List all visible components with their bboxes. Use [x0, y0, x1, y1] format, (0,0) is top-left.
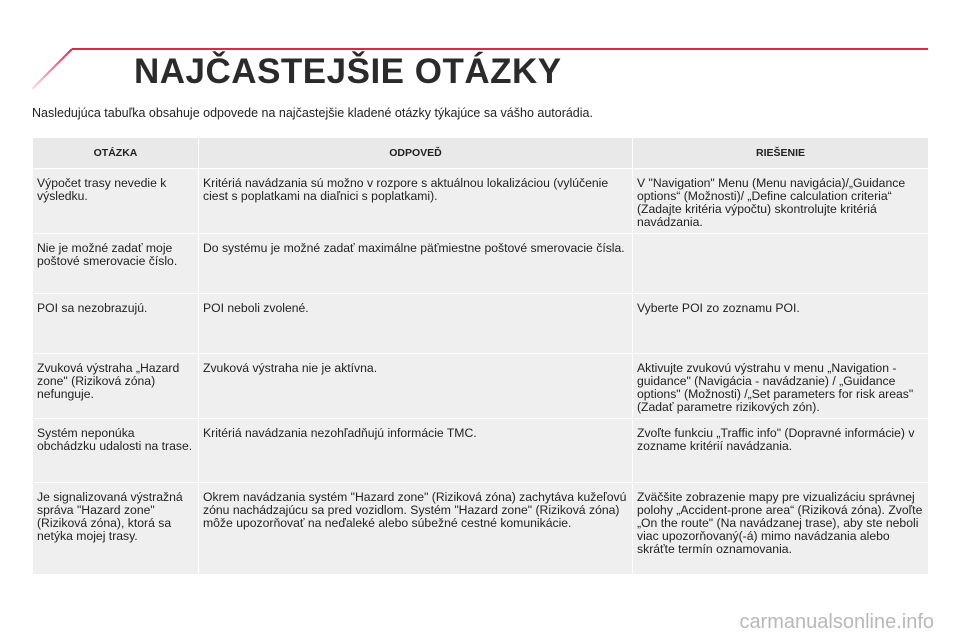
table-row: [33, 419, 929, 483]
column-header-answer: ODPOVEĎ: [199, 138, 633, 169]
page-header: [0, 0, 960, 100]
faq-table: [32, 137, 929, 575]
answer-cell: POI neboli zvolené.: [199, 294, 633, 354]
answer-cell: Kritériá navádzania nezohľadňujú informácie TMC.: [199, 419, 633, 483]
question-cell: POI sa nezobrazujú.: [33, 294, 199, 354]
answer-cell: Do systému je možné zadať maximálne päťmiestne poštové smerovacie čísla.: [199, 234, 633, 294]
solution-cell: Vyberte POI zo zoznamu POI.: [633, 294, 929, 354]
question-cell: Systém neponúka obchádzku udalosti na trase.: [33, 419, 199, 483]
page-title: NAJČASTEJŠIE OTÁZKY: [134, 52, 562, 91]
solution-cell: Zväčšite zobrazenie mapy pre vizualizáciu správnej polohy „Accident-prone area“ (Riziková zóna). Zvoľte „On the route" (Na navádzanej trase), aby ste neboli viac upozorňovaný(-á) mimo navádzania alebo skráťte termín oznamovania.: [633, 483, 929, 575]
solution-cell: Zvoľte funkciu „Traffic info" (Dopravné informácie) v zozname kritérií navádzania.: [633, 419, 929, 483]
table-header-row: [33, 138, 929, 169]
intro-text: Nasledujúca tabuľka obsahuje odpovede na najčastejšie kladené otázky týkajúce sa vášho autorádia.: [32, 106, 593, 120]
question-cell: Zvuková výstraha „Hazard zone" (Riziková zóna) nefunguje.: [33, 354, 199, 419]
column-header-question: OTÁZKA: [33, 138, 199, 169]
table-row: [33, 294, 929, 354]
watermark-text: carmanualsonline.info: [739, 611, 934, 633]
table-row: [33, 354, 929, 419]
table-row: [33, 169, 929, 234]
answer-cell: Zvuková výstraha nie je aktívna.: [199, 354, 633, 419]
question-cell: Nie je možné zadať moje poštové smerovacie číslo.: [33, 234, 199, 294]
table-row: [33, 234, 929, 294]
column-header-solution: RIEŠENIE: [633, 138, 929, 169]
table-row: [33, 483, 929, 575]
solution-cell: Aktivujte zvukovú výstrahu v menu „Navigation - guidance" (Navigácia - navádzanie) / „Guidance options" (Možnosti) /„Set parameters for risk areas" (Zadať parametre rizikových zón).: [633, 354, 929, 419]
answer-cell: Kritériá navádzania sú možno v rozpore s aktuálnou lokalizáciou (vylúčenie ciest s poplatkami na diaľnici s poplatkami).: [199, 169, 633, 234]
question-cell: Výpočet trasy nevedie k výsledku.: [33, 169, 199, 234]
question-cell: Je signalizovaná výstražná správa "Hazard zone" (Riziková zóna), ktorá sa netýka mojej trasy.: [33, 483, 199, 575]
solution-cell: V "Navigation" Menu (Menu navigácia)/„Guidance options“ (Možnosti)/ „Define calculation criteria“ (Zadajte kritéria výpočtu) skontrolujte kritériá navádzania.: [633, 169, 929, 234]
solution-cell: [633, 234, 929, 294]
answer-cell: Okrem navádzania systém "Hazard zone" (Riziková zóna) zachytáva kužeľovú zónu nachádzajúcu sa pred vozidlom. Systém "Hazard zone" (Riziková zóna) môže upozorňovať na neďaleké alebo súbežné cestné komunikácie.: [199, 483, 633, 575]
